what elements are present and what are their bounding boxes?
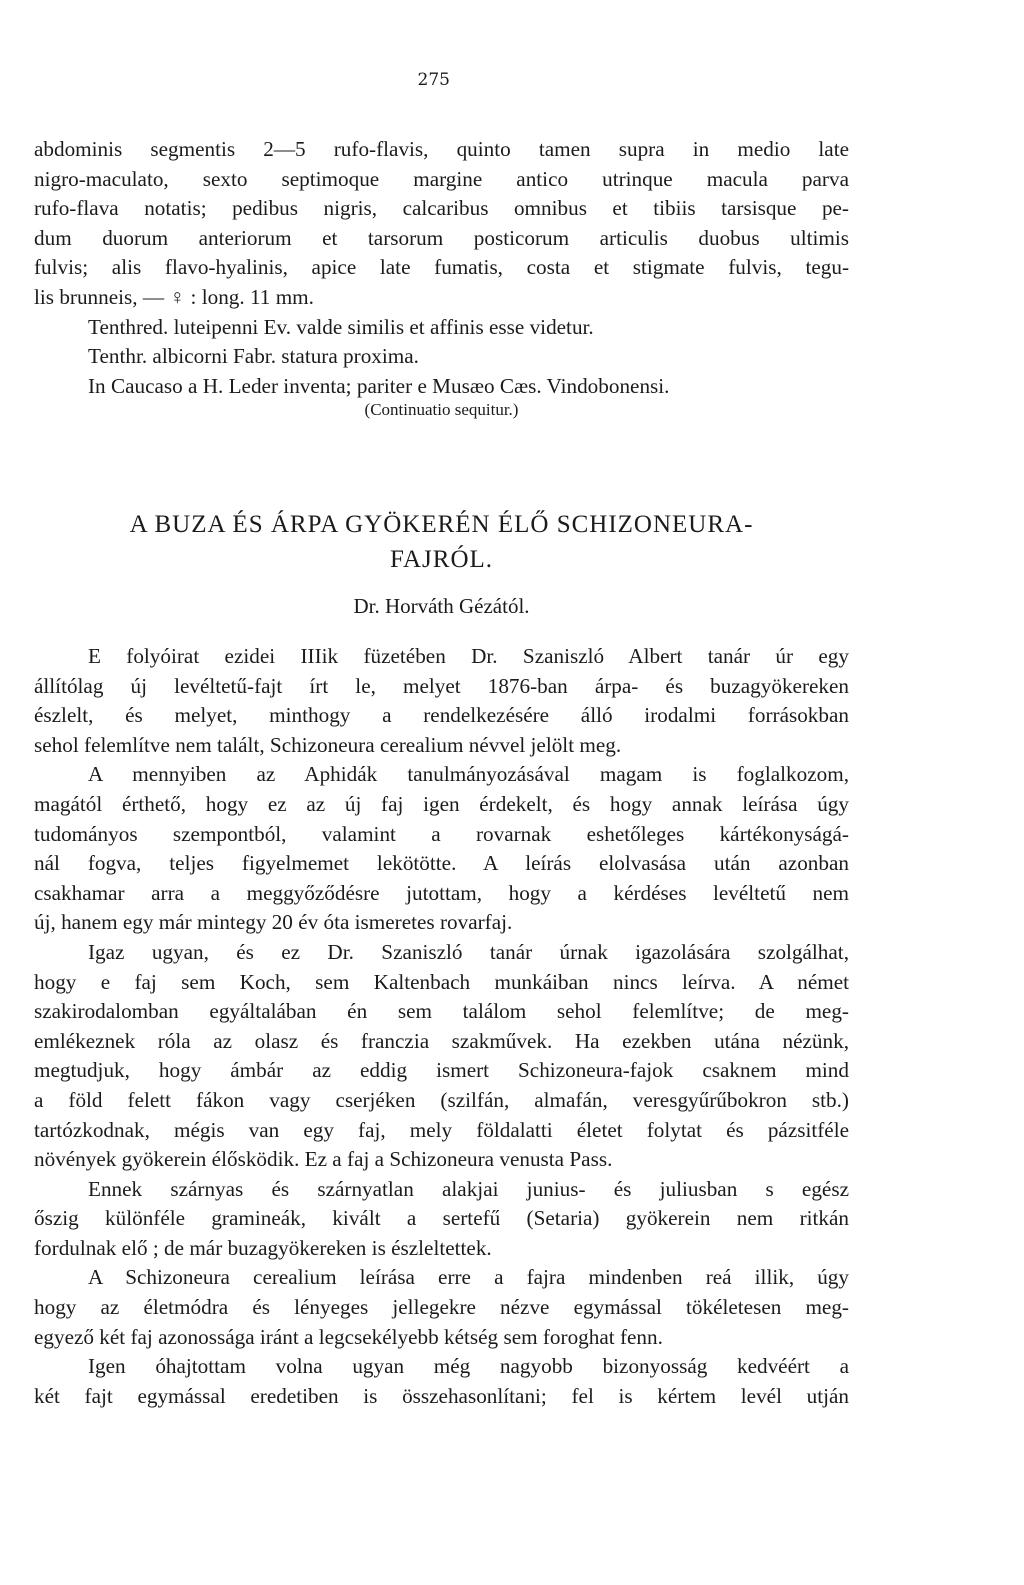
text-line: E folyóirat ezidei IIIik füzetében Dr. Szaniszló Albert tanár úr egy bbox=[88, 644, 849, 668]
text-line: új, hanem egy már mintegy 20 év óta ismeretes rovarfaj. bbox=[34, 910, 513, 935]
article-title-line-2: FAJRÓL. bbox=[389, 546, 494, 573]
text-line: a föld felett fákon vagy cserjéken (szilfán, almafán, veresgyűrűbokron stb.) bbox=[34, 1087, 849, 1112]
text-line: szakirodalomban egyáltalában én sem találom sehol felemlítve; de meg- bbox=[34, 999, 849, 1024]
text-line: hogy az életmódra és lényeges jellegekre nézve egymással tökéletesen meg- bbox=[34, 1295, 849, 1320]
text-line: két fajt egymással eredetiben is összehasonlítani; fel is kértem levél utján bbox=[34, 1383, 849, 1408]
text-line: In Caucaso a H. Leder inventa; pariter e Musæo Cæs. Vindobonensi. bbox=[88, 373, 670, 398]
text-line: megtudjuk, hogy ámbár az eddig ismert Schizoneura-fajok csaknem mind bbox=[34, 1058, 849, 1083]
text-line: dum duorum anteriorum et tarsorum posticorum articulis duobus ultimis bbox=[34, 225, 849, 250]
page-number: 275 bbox=[417, 70, 450, 90]
text-line: rufo-flava notatis; pedibus nigris, calcaribus omnibus et tibiis tarsisque pe- bbox=[34, 196, 849, 221]
text-line: tudományos szempontból, valamint a rovarnak eshetőleges kártékonyságá- bbox=[34, 821, 849, 846]
text-line: fordulnak elő ; de már buzagyökereken is észleltettek. bbox=[34, 1235, 492, 1260]
text-line: csakhamar arra a meggyőződésre jutottam, hogy a kérdéses levéltetű nem bbox=[34, 880, 849, 905]
text-line: abdominis segmentis 2—5 rufo-flavis, quinto tamen supra in medio late bbox=[34, 137, 849, 161]
article-title-line-1: A BUZA ÉS ÁRPA GYÖKERÉN ÉLŐ SCHIZONEURA- bbox=[129, 511, 754, 538]
latin-description bbox=[34, 135, 849, 401]
text-line: Igaz ugyan, és ez Dr. Szaniszló tanár úrnak igazolására szolgálhat, bbox=[88, 939, 849, 964]
text-line: Tenthred. luteipenni Ev. valde similis et affinis esse videtur. bbox=[88, 314, 594, 339]
continuation-text: (Continuatio sequitur.) bbox=[364, 400, 519, 419]
text-line: hogy e faj sem Koch, sem Kaltenbach munkáiban nincs leírva. A német bbox=[34, 969, 849, 994]
article-author: Dr. Horváth Gézától. bbox=[353, 594, 530, 618]
text-line: Tenthr. albicorni Fabr. statura proxima. bbox=[88, 344, 419, 369]
text-line: Ennek szárnyas és szárnyatlan alakjai junius- és juliusban s egész bbox=[88, 1176, 849, 1201]
text-line: tartózkodnak, mégis van egy faj, mely földalatti életet folytat és pázsitféle bbox=[34, 1117, 849, 1142]
text-line: fulvis; alis flavo-hyalinis, apice late fumatis, costa et stigmate fulvis, tegu- bbox=[34, 255, 849, 280]
text-line: magától érthető, hogy ez az új faj igen érdekelt, és hogy annak leírása úgy bbox=[34, 791, 849, 816]
text-line: Igen óhajtottam volna ugyan még nagyobb bizonyosság kedvéért a bbox=[88, 1354, 849, 1379]
text-line: sehol felemlítve nem talált, Schizoneura cerealium névvel jelölt meg. bbox=[34, 732, 622, 757]
text-line: egyező két faj azonossága iránt a legcsekélyebb kétség sem foroghat fenn. bbox=[34, 1324, 663, 1349]
text-line: A mennyiben az Aphidák tanulmányozásával magam is foglalkozom, bbox=[88, 762, 849, 787]
text-line: állítólag új levéltetű-fajt írt le, melyet 1876-ban árpa- és buzagyökereken bbox=[34, 673, 849, 698]
continuation-note bbox=[34, 400, 849, 420]
article-body bbox=[34, 642, 849, 1411]
text-line: lis brunneis, — ♀ : long. 11 mm. bbox=[34, 284, 314, 309]
text-line: növények gyökerein élősködik. Ez a faj a Schizoneura venusta Pass. bbox=[34, 1147, 613, 1172]
text-line: észlelt, és melyet, minthogy a rendelkezésére álló irodalmi forrásokban bbox=[34, 703, 849, 728]
text-line: őszig különféle gramineák, kivált a sertefű (Setaria) gyökerein nem ritkán bbox=[34, 1206, 849, 1231]
text-line: nál fogva, teljes figyelmemet lekötötte. A leírás elolvasása után azonban bbox=[34, 851, 849, 876]
text-line: nigro-maculato, sexto septimoque margine antico utrinque macula parva bbox=[34, 166, 849, 191]
text-line: A Schizoneura cerealium leírása erre a fajra mindenben reá illik, úgy bbox=[88, 1265, 849, 1290]
text-line: emlékeznek róla az olasz és franczia szakművek. Ha ezekben utána nézünk, bbox=[34, 1028, 849, 1053]
